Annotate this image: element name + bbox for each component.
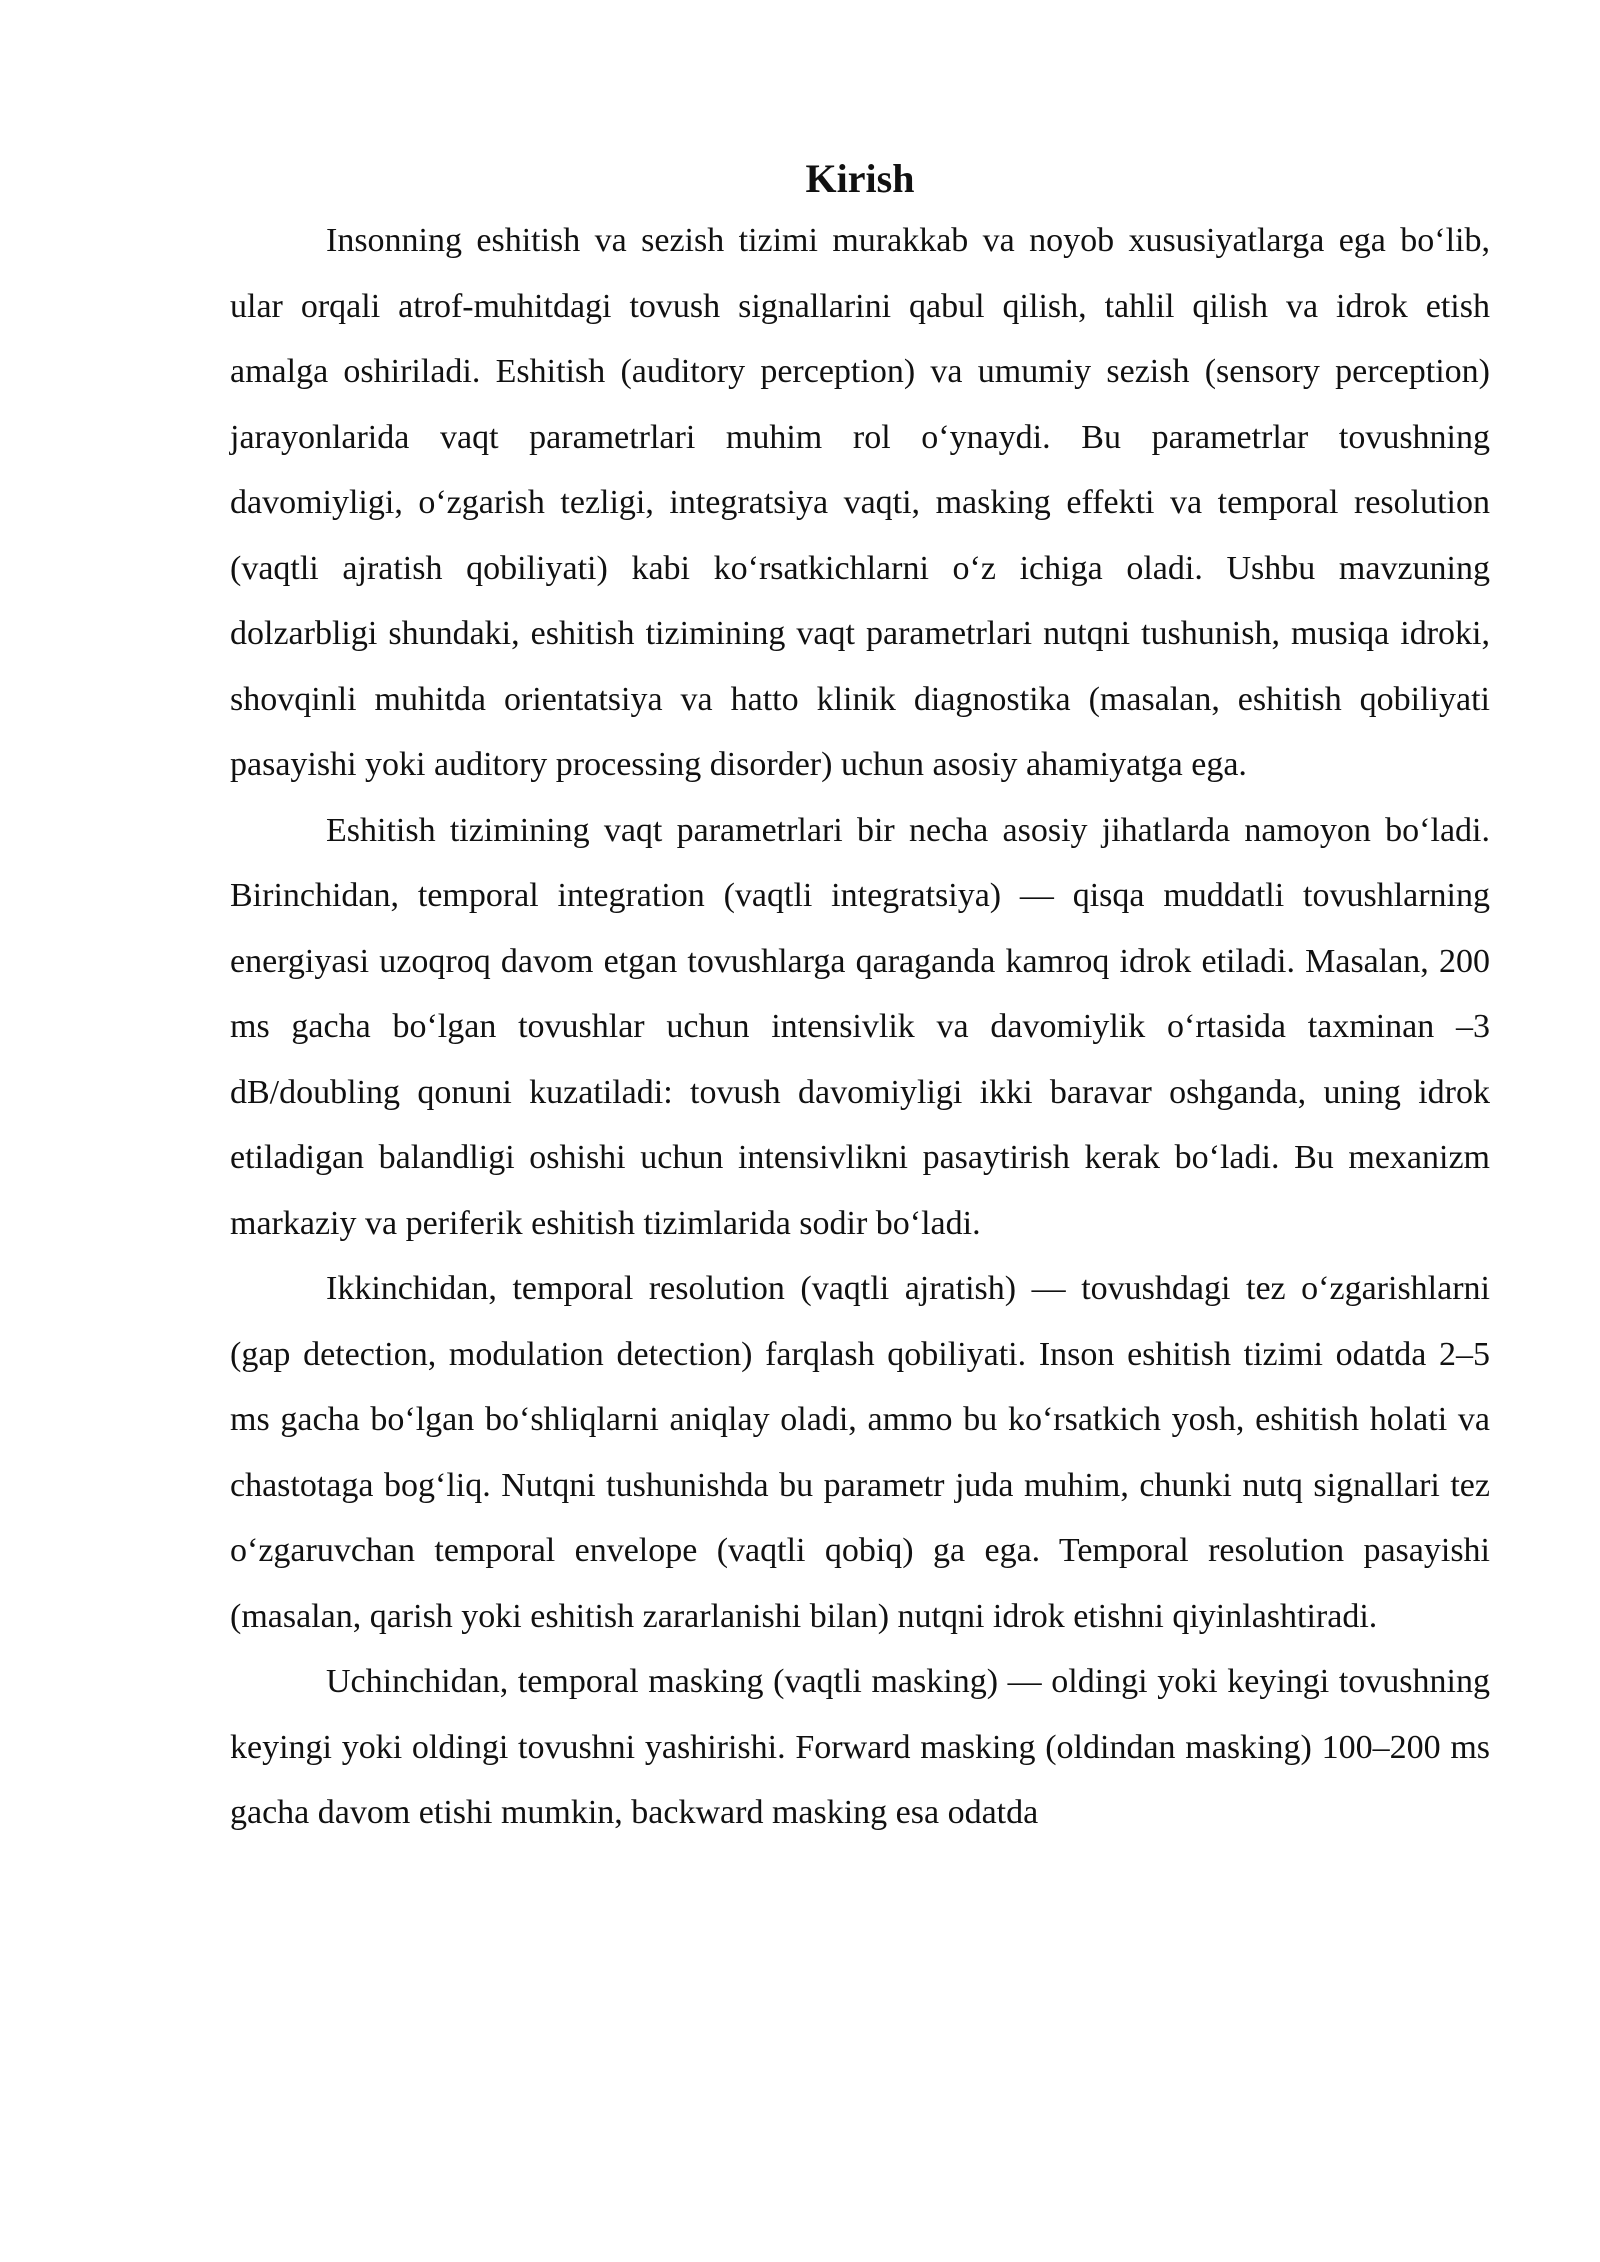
paragraph-1: Insonning eshitish va sezish tizimi murakkab va noyob xususiyatlarga ega bo‘lib, ular orqali atrof-muhitdagi tovush signallarini qabul qilish, tahlil qilish va idrok etish amalga oshiriladi. Eshitish (auditory perception) va umumiy sezish (sensory perception) jarayonlarida vaqt parametrlari muhim rol o‘ynaydi. Bu parametrlar tovushning davomiyligi, o‘zgarish tezligi, integratsiya vaqti, masking effekti va temporal resolution (vaqtli ajratish qobiliyati) kabi ko‘rsatkichlarni o‘z ichiga oladi. Ushbu mavzuning dolzarbligi shundaki, eshitish tizimining vaqt parametrlari nutqni tushunish, musiqa idroki, shovqinli muhitda orientatsiya va hatto klinik diagnostika (masalan, eshitish qobiliyati pasayishi yoki auditory processing disorder) uchun asosiy ahamiyatga ega. — [230, 222, 1490, 783]
paragraph-4: Uchinchidan, temporal masking (vaqtli masking) — oldingi yoki keyingi tovushning keyingi yoki oldingi tovushni yashirishi. Forward masking (oldindan masking) 100–200 ms gacha davom etishi mumkin, backward masking esa odatda — [230, 1663, 1490, 1831]
document-body — [230, 150, 1490, 1846]
page-title: Kirish — [805, 156, 915, 201]
paragraph-2: Eshitish tizimining vaqt parametrlari bir necha asosiy jihatlarda namoyon bo‘ladi. Birinchidan, temporal integration (vaqtli integratsiya) — qisqa muddatli tovushlarning energiyasi uzoqroq davom etgan tovushlarga qaraganda kamroq idrok etiladi. Masalan, 200 ms gacha bo‘lgan tovushlar uchun intensivlik va davomiylik o‘rtasida taxminan –3 dB/doubling qonuni kuzatiladi: tovush davomiyligi ikki baravar oshganda, uning idrok etiladigan balandligi oshishi uchun intensivlikni pasaytirish kerak bo‘ladi. Bu mexanizm markaziy va periferik eshitish tizimlarida sodir bo‘ladi. — [230, 811, 1490, 1242]
paragraph-3: Ikkinchidan, temporal resolution (vaqtli ajratish) — tovushdagi tez o‘zgarishlarni (gap detection, modulation detection) farqlash qobiliyati. Inson eshitish tizimi odatda 2–5 ms gacha bo‘lgan bo‘shliqlarni aniqlay oladi, ammo bu ko‘rsatkich yosh, eshitish holati va chastotaga bog‘liq. Nutqni tushunishda bu parametr juda muhim, chunki nutq signallari tez o‘zgaruvchan temporal envelope (vaqtli qobiq) ga ega. Temporal resolution pasayishi (masalan, qarish yoki eshitish zararlanishi bilan) nutqni idrok etishni qiyinlashtiradi. — [230, 1270, 1490, 1635]
